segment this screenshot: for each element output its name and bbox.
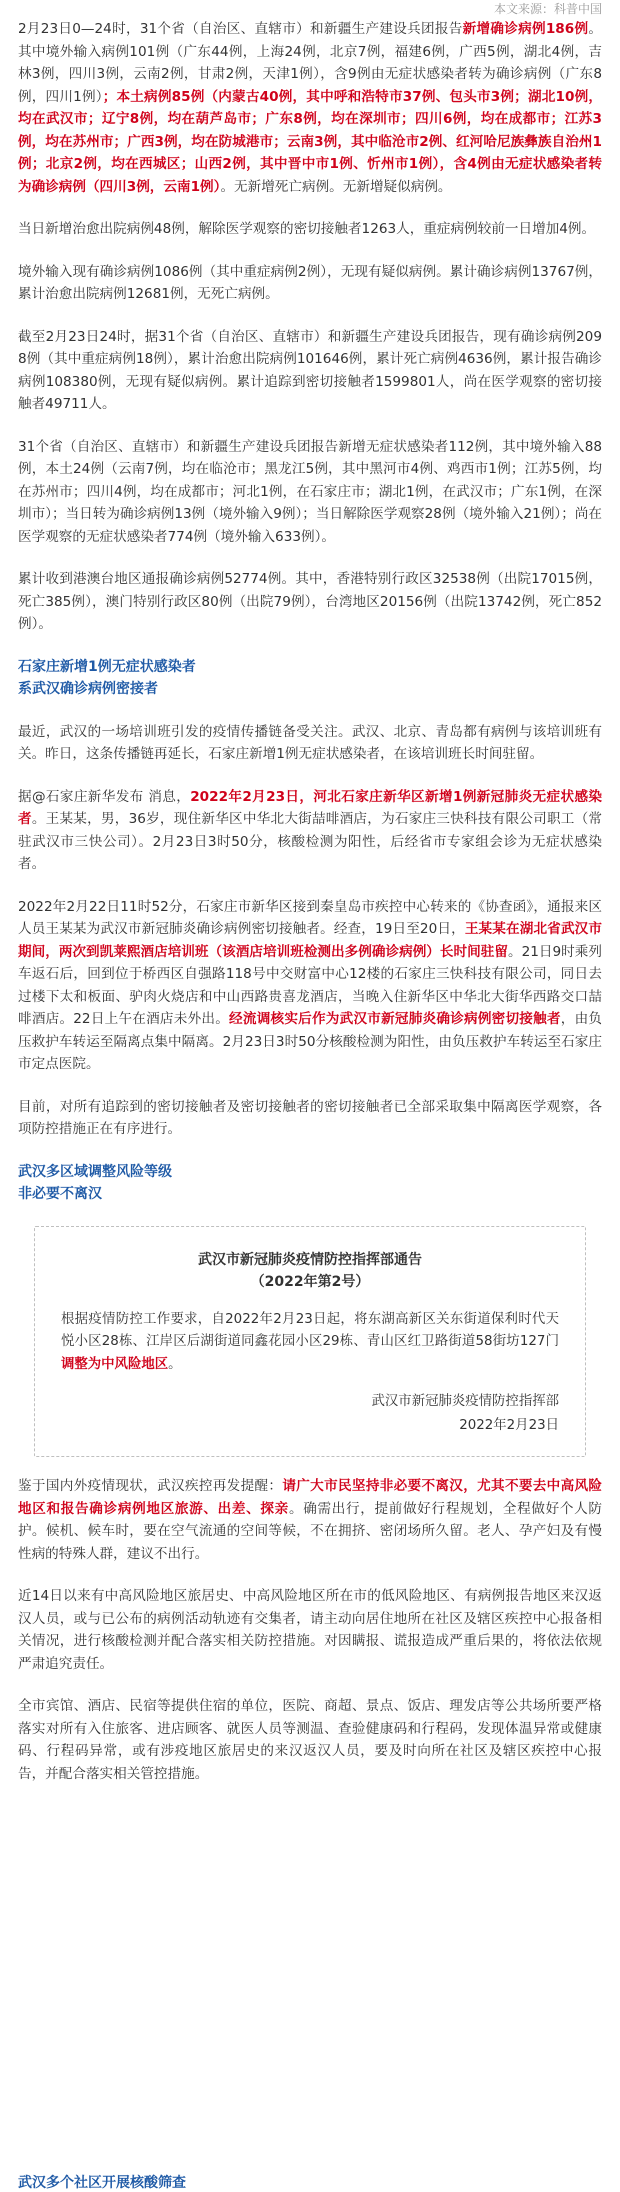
- body-text: 31个省（自治区、直辖市）和新疆生产建设兵团报告新增无症状感染者112例，其中境外输入88例，本土24例（云南7例，均在临沧市；黑龙江5例，其中黑河市4例、鸡西市1例；江苏5例，均在苏州市；四川4例，均在成都市；河北1例，在石家庄市；湖北1例，在武汉市；广东1例，在深圳市）；当日转为确诊病例13例（境外输入9例）；当日解除医学观察28例（境外输入21例）；尚在医学观察的无症状感染者774例（境外输入633例）。: [18, 438, 602, 545]
- body-text: 。: [168, 1356, 182, 1372]
- paragraph: [18, 1096, 602, 1141]
- section-heading-shijiazhuang: [18, 656, 602, 701]
- section-heading-wuhan: [18, 1161, 602, 1206]
- paragraph: [18, 261, 602, 306]
- body-text: 。21日9时乘列车返石后，回到位于桥西区自强路118号中交财富中心12楼的石家庄三快科技有限公司，同日去过楼下太和板面、驴肉火烧店和中山西路贵喜龙酒店，当晚入住新华区中华北大街华西路交口喆啡酒店。22日上午在酒店未外出。: [18, 943, 602, 1027]
- section-heading-line: 武汉多区域调整风险等级: [18, 1163, 172, 1180]
- body-text: 当日新增治愈出院病例48例，解除医学观察的密切接触者1263人，重症病例较前一日增加4例。: [18, 221, 596, 237]
- body-text: 。其中境外输入病例101例（广东44例，上海24例，北京7例，福建6例，广西5例，湖北4例，吉林3例，四川3例，云南2例，甘肃2例，天津1例），含9例由无症状感染者转为确诊病例（广东8例，四川1例）: [18, 21, 602, 105]
- body-text: 据@石家庄新华发布 消息，: [18, 788, 191, 805]
- body-text: 累计收到港澳台地区通报确诊病例52774例。其中，香港特别行政区32538例（出院17015例，死亡385例），澳门特别行政区80例（出院79例），台湾地区20156例（出院13742例，死亡852例）。: [18, 571, 602, 632]
- paragraph: [18, 326, 602, 416]
- paragraph: [18, 1475, 602, 1565]
- highlight-text: 王某某在湖北省武汉市期间，两次到凯莱熙酒店培训班（该酒店培训班检测出多例确诊病例）长时间驻留: [18, 921, 603, 960]
- section-heading-line: 石家庄新增1例无症状感染者: [18, 658, 196, 675]
- body-text: 全市宾馆、酒店、民宿等提供住宿的单位，医院、商超、景点、饭店、理发店等公共场所要严格落实对所有入住旅客、进店顾客、就医人员等测温、查验健康码和行程码，发现体温异常或健康码、行程码异常，或有涉疫地区旅居史的来汉返汉人员，要及时向所在社区及辖区疾控中心报告，并配合落实相关管控措施。: [18, 1698, 602, 1782]
- cutoff-section-heading: 武汉多个社区开展核酸筛查: [18, 2175, 186, 2191]
- highlight-text: ；本土病例85例（内蒙古40例，其中呼和浩特市37例、包头市3例；湖北10例，均在武汉市；辽宁8例，均在葫芦岛市；广东8例，均在深圳市；四川6例，均在成都市；江苏3例，均在苏州市；广西3例，均在防城港市；云南3例，其中临沧市2例、红河哈尼族彝族自治州1例；北京2例，均在西城区；山西2例，其中晋中市1例、忻州市1例），含4例由无症状感染者转为确诊病例（四川3例，云南1例）: [18, 88, 602, 195]
- paragraph: [18, 436, 602, 549]
- paragraph: [18, 568, 602, 636]
- report-section: [18, 18, 602, 636]
- highlight-text: 新增确诊病例186例: [462, 21, 589, 37]
- body-text: 目前，对所有追踪到的密切接触者及密切接触者的密切接触者已全部采取集中隔离医学观察，各项防控措施正在有序进行。: [18, 1098, 602, 1137]
- body-text: 鉴于国内外疫情现状，武汉疾控再发提醒：: [18, 1478, 283, 1494]
- notice-date: 2022年2月23日: [459, 1418, 559, 1433]
- article-source: 本文来源：科普中国: [493, 2, 602, 16]
- body-text: 最近，武汉的一场培训班引发的疫情传播链备受关注。武汉、北京、青岛都有病例与该培训班有关。昨日，这条传播链再延长，石家庄新增1例无症状感染者，在该培训班长时间驻留。: [18, 723, 602, 762]
- paragraph: [18, 1695, 602, 1785]
- official-notice-box: [34, 1226, 586, 1458]
- paragraph: [18, 218, 602, 241]
- notice-number: （2022年第2号）: [250, 1273, 370, 1290]
- body-text: 近14日以来有中高风险地区旅居史、中高风险地区所在市的低风险地区、有病例报告地区来汉返汉人员，或与已公布的病例活动轨迹有交集者，请主动向居住地所在社区及辖区疾控中心报备相关情况，进行核酸检测并配合落实相关防控措施。对因瞒报、谎报造成严重后果的，将依法依规严肃追究责任。: [18, 1588, 602, 1672]
- notice-body: [61, 1309, 559, 1377]
- paragraph: [18, 18, 602, 198]
- body-text: 。确需出行，提前做好行程规划，全程做好个人防护。候机、候车时，要在空气流通的空间等候，不在拥挤、密闭场所久留。老人、孕产妇及有慢性病的特殊人群，建议不出行。: [18, 1500, 603, 1562]
- paragraph: [18, 786, 602, 876]
- notice-title: 武汉市新冠肺炎疫情防控指挥部通告: [198, 1251, 422, 1268]
- highlight-text: 调整为中风险地区: [61, 1356, 169, 1372]
- body-text: 截至2月23日24时，据31个省（自治区、直辖市）和新疆生产建设兵团报告，现有确诊病例2098例（其中重症病例18例），累计治愈出院病例101646例，累计死亡病例4636例，累计报告确诊病例108380例，无现有疑似病例。累计追踪到密切接触者1599801人，尚在医学观察的密切接触者49711人。: [18, 328, 602, 412]
- section-heading-line: 系武汉确诊病例密接者: [18, 681, 158, 697]
- paragraph: [18, 721, 602, 766]
- notice-signature: 武汉市新冠肺炎疫情防控指挥部: [371, 1394, 559, 1409]
- highlight-text: 经流调核实后作为武汉市新冠肺炎确诊病例密切接触者: [229, 1011, 561, 1027]
- body-text: 。无新增死亡病例。无新增疑似病例。: [220, 178, 452, 195]
- highlight-text: 2022年2月23日，河北石家庄新华区新增1例新冠肺炎无症状感染者: [18, 788, 602, 827]
- body-text: 境外输入现有确诊病例1086例（其中重症病例2例），无现有疑似病例。累计确诊病例13767例，累计治愈出院病例12681例，无死亡病例。: [18, 263, 602, 302]
- body-text: 2月23日0—24时，31个省（自治区、直辖市）和新疆生产建设兵团报告: [18, 21, 463, 37]
- body-text: 2022年2月22日11时52分，石家庄市新华区接到秦皇岛市疾控中心转来的《协查函》，通报来区人员王某某为武汉市新冠肺炎确诊病例密切接触者。经查，19日至20日，: [18, 898, 602, 937]
- paragraph: [18, 1585, 602, 1675]
- body-text: 。王某某，男，36岁，现住新华区中华北大街喆啡酒店，为石家庄三快科技有限公司职工（常驻武汉市三快公司）。2月23日3时50分，核酸检测为阳性，后经省市专家组会诊为无症状感染者。: [18, 811, 603, 872]
- body-text: 根据疫情防控工作要求，自2022年2月23日起，将东湖高新区关东街道保利时代天悦小区28栋、江岸区后湖街道同鑫花园小区29栋、青山区红卫路街道58街坊127门: [61, 1311, 559, 1349]
- paragraph: [18, 896, 602, 1076]
- section-heading-line: 非必要不离汉: [18, 1186, 102, 1202]
- highlight-text: 请广大市民坚持非必要不离汉，尤其不要去中高风险地区和报告确诊病例地区旅游、出差、探亲: [18, 1478, 603, 1517]
- body-text: ，由负压救护车转运至隔离点集中隔离。2月23日3时50分核酸检测为阳性，由负压救护车转运至石家庄市定点医院。: [18, 1011, 603, 1072]
